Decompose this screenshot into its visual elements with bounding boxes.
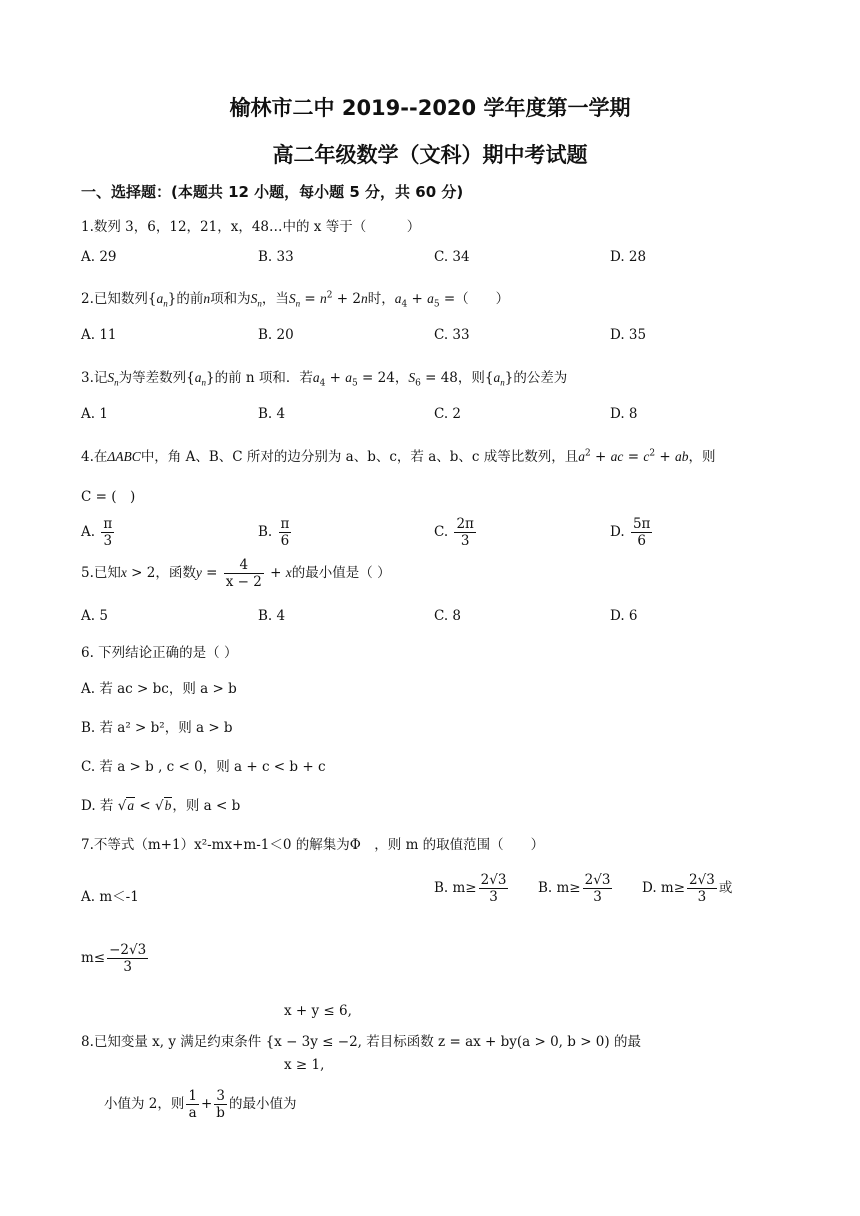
q3-option-d: D. 8 [610,406,638,422]
q6-option-c: C. 若 a > b , c < 0，则 a + c < b + c [81,759,326,775]
q7-option-c: B. m≥ $\frac{2√3}{3}$ [538,872,611,906]
question-4-stem-cont: C = ( ) [81,489,136,505]
q5-option-d: D. 6 [610,608,638,624]
q4-option-d: D. $\frac{5\pi}{6}$ [610,516,651,550]
q7-option-a: A. m＜-1 [81,889,139,905]
q1-option-b: B. 33 [258,249,294,265]
q1-option-c: C. 34 [434,249,470,265]
question-8-stem-cont: 小值为 2，则 $\frac{1}{a}$ + $\frac{3}{b}$ 的最小值为 [104,1088,297,1122]
exam-subtitle: 高二年级数学（文科）期中考试题 [272,143,588,167]
q4-option-a: A. $\frac{\pi}{3}$ [81,516,113,550]
q4-option-c: C. $\frac{2\pi}{3}$ [434,516,474,550]
q5-option-b: B. 4 [258,608,286,624]
q8-constraint-1: x + y ≤ 6, [284,1003,352,1019]
q8-constraint-3: x ≥ 1, [284,1057,325,1073]
question-4-stem: 4.在ΔABC中，角 A、B、C 所对的边分别为 a、b、c，若 a、b、c 成等比数列，且$a^2$ + ac = $c^2$ + ab，则 [81,448,716,465]
question-1-stem: 1.数列 3，6，12，21，x，48…中的 x 等于（ ） [81,219,421,235]
q1-option-a: A. 29 [81,249,117,265]
q5-option-c: C. 8 [434,608,462,624]
q3-option-b: B. 4 [258,406,286,422]
q2-option-b: B. 20 [258,327,294,343]
q2-option-d: D. 35 [610,327,647,343]
q3-option-c: C. 2 [434,406,462,422]
q7-option-d-cont: m≤ $\frac{-2√3}{3}$ [81,942,147,976]
q3-option-a: A. 1 [81,406,108,422]
question-7-stem: 7.不等式（m+1）x²-mx+m-1＜0 的解集为Φ ，则 m 的取值范围（ ） [81,837,545,853]
q6-option-b: B. 若 a² > b²，则 a > b [81,720,233,736]
q7-option-d: D. m≥ $\frac{2√3}{3}$ 或 [642,872,733,906]
q2-option-c: C. 33 [434,327,470,343]
question-2-stem: 2.已知数列$\{a_n\}$的前n项和为$S_n$，当$S_n = n^2 + 2n$时，$a_4 + a_5$ =（ ） [81,290,510,310]
q7-option-b: B. m≥ $\frac{2√3}{3}$ [434,872,507,906]
q6-option-a: A. 若 ac > bc，则 a > b [81,681,237,697]
q1-option-d: D. 28 [610,249,647,265]
question-5-stem: 5.已知x > 2，函数y = $\frac{4}{x - 2}$ + x的最小值是（ ） [81,557,391,591]
question-8-stem: 8.已知变量 x, y 满足约束条件 {x − 3y ≤ −2, 若目标函数 z = ax + by(a > 0, b > 0) 的最 [81,1034,641,1050]
q4-option-b: B. $\frac{\pi}{6}$ [258,516,290,550]
section-heading: 一、选择题：(本题共 12 小题，每小题 5 分，共 60 分) [81,183,464,201]
q5-option-a: A. 5 [81,608,108,624]
question-3-stem: 3.记$S_n$为等差数列$\{a_n\}$的前 n 项和．若$a_4 + a_5 = 24$，$S_6 = 48$，则$\{a_n\}$的公差为 [81,370,568,389]
q6-option-d: D. 若 √a < √b，则 a < b [81,798,241,814]
exam-title: 榆林市二中 2019--2020 学年度第一学期 [229,96,631,120]
q2-option-a: A. 11 [81,327,117,343]
question-6-stem: 6. 下列结论正确的是（ ） [81,645,238,661]
